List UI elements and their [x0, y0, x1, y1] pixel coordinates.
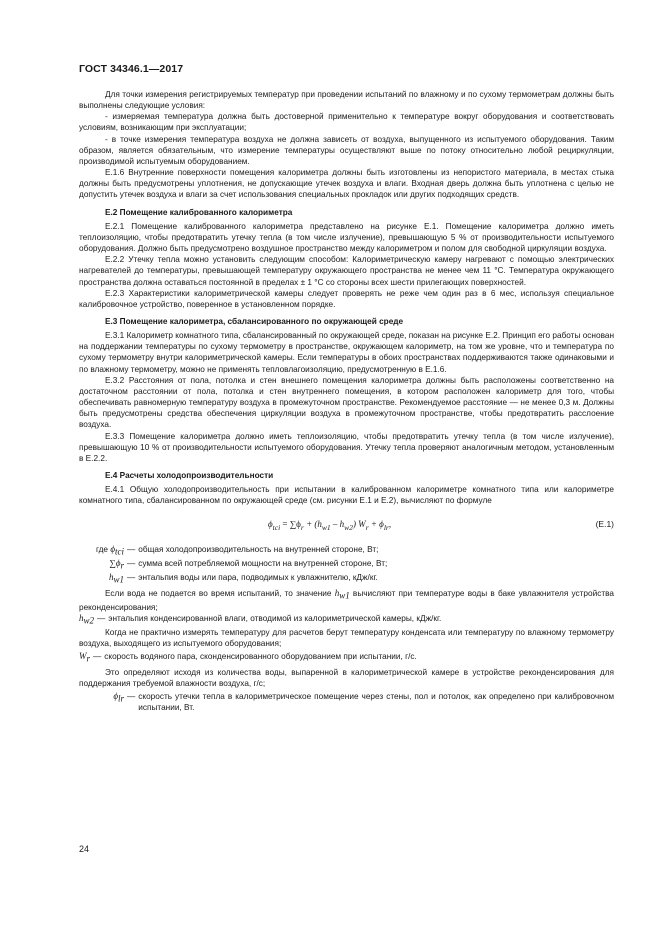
paragraph: Для точки измерения регистрируемых температур при проведении испытаний по влажному и по сухому термометрам должны быть выполнены следующие условия:	[79, 90, 614, 111]
paragraph: Е.3.2 Расстояния от пола, потолка и стен внешнего помещения калориметра должны быть расположены соответственно на достаточном расстоянии от пола, потолка и стен внутреннего помещения, в котором расположен калориметр для того, чтобы обеспечивать равномерную температуру воздуха в промежуточном пространстве. Рекомендуемое расстояние — не менее 0,3 м. Должны быть предусмотрены средства обеспечения циркуляции воздуха в промежуточном пространстве, чтобы предотвратить расслоение воздуха.	[79, 375, 614, 430]
section-heading-e2: Е.2 Помещение калиброванного калориметра	[105, 207, 293, 217]
definition-phi-lr: $\phi_{lr}$ — скорость утечки тепла в калориметрическое помещение через стены, пол и потолок, как определено при калибровочном испытании, Вт.	[113, 691, 614, 713]
paragraph: - измеряемая температура должна быть достоверной применительно к температуре вокруг оборудования и соответствовать условиям, возникающим при эксплуатации;	[79, 112, 614, 133]
equation-number: (Е.1)	[595, 519, 614, 530]
definition-hw1: $h_{w1}$ — энтальпия воды или пара, подводимых к увлажнителю, кДж/кг.	[108, 572, 378, 585]
paragraph: Е.1.6 Внутренние поверхности помещения калориметра должны быть изготовлены из непористого материала, в местах стыка должны быть предусмотрены уплотнения, не допускающие утечек воздуха и влаги. Входная дверь должна быть уплотнена с целью не допустить утечек воздуха и влаги за счет использования специальных прокладок или других подходящих средств.	[79, 168, 614, 200]
paragraph: Е.3.3 Помещение калориметра должно иметь теплоизоляцию, чтобы предотвратить утечку тепла (в том числе излучение), превышающую 10 % от производительности испытуемого оборудования. Утечку тепла проверяют аналогичным методом, установленным в Е.2.2.	[79, 431, 614, 463]
note-wr: Это определяют исходя из количества воды, выпаренной в калориметрической камере в устройстве реконденсирования для поддержания требуемой влажности воздуха, г/с;	[79, 667, 614, 688]
note-hw1: Если вода не подается во время испытаний, то значение $h_{w1}$ вычисляют при температуре воды в баке увлажнителя устройства реконденсирования;	[79, 587, 615, 612]
definition-phi-tci: где $\phi_{tci}$ — общая холодопроизводительность на внутренней стороне, Вт;	[95, 544, 379, 558]
document-body	[79, 89, 614, 713]
paragraph: Е.2.1 Помещение калиброванного калориметра представлено на рисунке Е.1. Помещение калориметра должно иметь теплоизоляцию, чтобы предотвратить утечку тепла (в том числе излучение), превышающую 5 % от производительности испытуемого оборудования. Должно быть предусмотрено воздушное пространство между калориметром и полом для свободной циркуляции воздуха.	[79, 221, 614, 254]
definition-wr: $W_r$ — скорость водяного пара, сконденсированного оборудованием при испытании, г/с.	[79, 650, 417, 664]
symbol-definitions	[79, 544, 614, 713]
paragraph: Е.2.2 Утечку тепла можно установить следующим способом: Калориметрическую камеру нагревают с помощью электрических нагревателей до температуры, превышающей температуру окружающего пространства не менее чем 11 °С. Температура окружающего пространства должна оставаться постоянной в пределах ± 1 °С со стороны всех шести прилегающих поверхностей.	[79, 255, 614, 287]
definition-sum-phi-r: $\sum\phi_r$ — сумма всей потребляемой мощности на внутренней стороне, Вт;	[109, 558, 388, 571]
paragraph: Е.2.3 Характеристики калориметрической камеры следует проверять не реже чем один раз в 6 мес, используя специальное калибровочное устройство, поверенное в установленном порядке.	[79, 288, 614, 309]
definition-hw2: $h_{w2}$ — энтальпия конденсированной влаги, отводимой из калориметрической камеры, кДж/кг.	[79, 612, 442, 626]
paragraph: Е.4.1 Общую холодопроизводительность при испытании в калиброванном калориметре комнатного типа или калориметре комнатного типа, сбалансированном по окружающей среде (см. рисунки Е.1 и Е.2), вычисляют по формуле	[79, 485, 614, 506]
paragraph: Е.3.1 Калориметр комнатного типа, сбалансированный по окружающей среде, показан на рисунке Е.2. Принцип его работы основан на поддержании температуры по сухому термометру в пространстве, окружающем калориметр, на том же уровне, что и температура по сухому термометру внутри калориметрической камеры. Если температуры в обоих пространствах поддерживаются также одинаковыми и по влажному термометру, можно не применять тепловлагоизоляцию, предусмотренную в Е.1.6.	[79, 331, 614, 374]
paragraph: - в точке измерения температура воздуха не должна зависеть от воздуха, выпущенного из испытуемого оборудования. Таким образом, является обязательным, что измерение температуры осуществляют выше по потоку относительно любой рециркуляции, производимой испытуемым оборудованием.	[79, 134, 614, 166]
standard-code-header: ГОСТ 34346.1—2017	[79, 63, 184, 75]
note-hw2: Когда не практично измерять температуру для расчетов берут температуру конденсата или температуру по влажному термометру воздуха, выходящего из испытуемого оборудования;	[79, 627, 614, 648]
formula-block	[79, 512, 614, 538]
section-heading-e4: Е.4 Расчеты холодопроизводительности	[105, 471, 274, 480]
formula-e1: $\phi_{tci} = \sum\phi_r + (h_{w1} - h_{w2}) W_r + \phi_{lr}$,	[268, 519, 392, 533]
section-heading-e3: Е.3 Помещение калориметра, сбалансированного по окружающей среде	[105, 316, 404, 326]
page-number: 24	[79, 844, 90, 854]
